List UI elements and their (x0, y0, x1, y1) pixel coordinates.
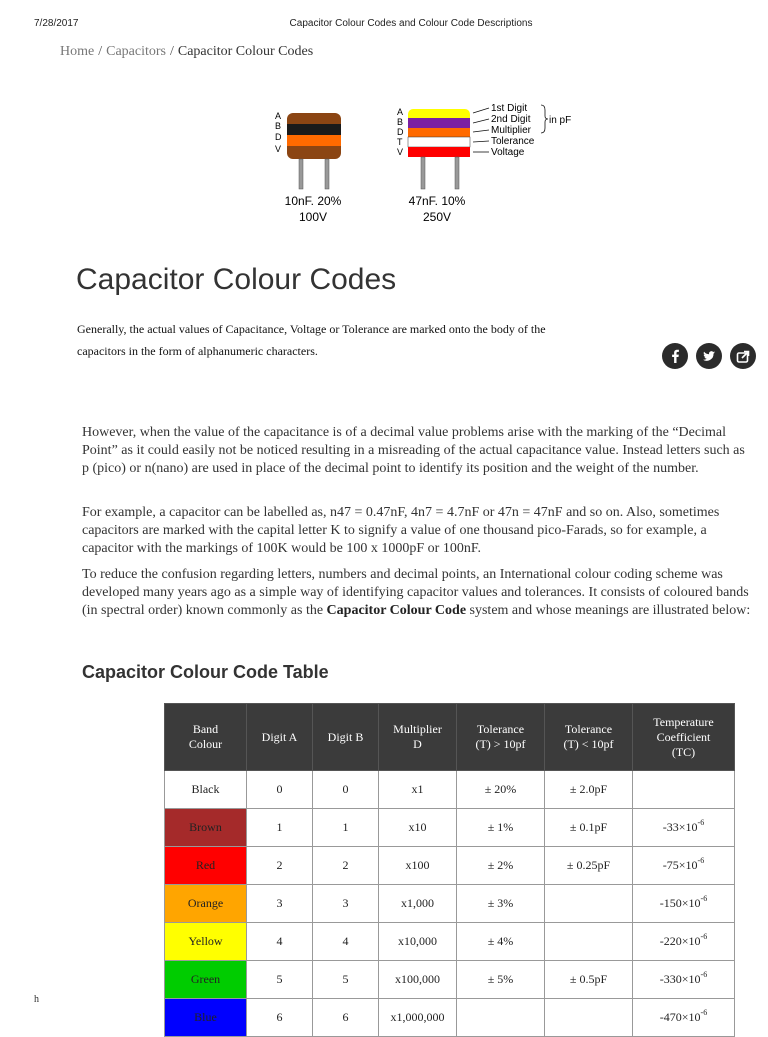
breadcrumb-capacitors-link[interactable]: Capacitors (106, 44, 166, 59)
tolerance-large-cell (457, 999, 545, 1037)
table-row (165, 809, 735, 847)
left-letter-a: A (275, 111, 282, 121)
tolerance-large-cell: ± 20% (457, 771, 545, 809)
share-buttons (662, 343, 756, 369)
breadcrumb-separator: / (169, 44, 174, 59)
paragraph-colour-code-start: To reduce the confusion regarding letters, numbers and decimal points, an International colour coding scheme was developed many years ago as a simple way of identifying capacitor values and tolerances. It consists of coloured bands (in spectral order) known commonly as the (82, 567, 749, 618)
right-letter-t: T (397, 137, 403, 147)
breadcrumb-home-link[interactable]: Home (60, 44, 95, 59)
right-caption-value: 47nF. 10% (408, 194, 466, 208)
left-band-black (287, 124, 341, 135)
label-unit-note: in pF (549, 115, 572, 126)
table-row (165, 999, 735, 1037)
left-lead (325, 159, 329, 189)
tolerance-small-cell: ± 0.25pF (545, 847, 633, 885)
digit-b-cell: 5 (313, 961, 379, 999)
capacitor-colour-code-term: Capacitor Colour Code (326, 603, 467, 618)
digit-a-cell: 3 (247, 885, 313, 923)
multiplier-cell: x1,000,000 (379, 999, 457, 1037)
label-second-digit: 2nd Digit (491, 114, 531, 125)
tolerance-small-cell (545, 885, 633, 923)
temperature-coefficient-cell: $-220\times 10^{-6}$ (633, 923, 735, 961)
table-row (165, 961, 735, 999)
left-letter-b: B (275, 121, 282, 131)
digit-b-cell: 6 (313, 999, 379, 1037)
right-band-violet (408, 118, 470, 128)
temperature-coefficient-cell: $-33\times 10^{-6}$ (633, 809, 735, 847)
digit-a-cell: 4 (247, 923, 313, 961)
label-multiplier: Multiplier (491, 125, 532, 136)
left-letter-d: D (275, 132, 282, 142)
table-row (165, 923, 735, 961)
left-caption-voltage: 100V (298, 210, 328, 224)
right-letter-d: D (397, 127, 404, 137)
temperature-coefficient-cell: $-330\times 10^{-6}$ (633, 961, 735, 999)
header-multiplier: Multiplier D (379, 704, 457, 771)
breadcrumb-separator: / (98, 44, 103, 59)
digit-a-cell: 2 (247, 847, 313, 885)
header-tolerance-small: Tolerance (T) < 10pf (545, 704, 633, 771)
temperature-coefficient-cell: $-75\times 10^{-6}$ (633, 847, 735, 885)
digit-a-cell: 6 (247, 999, 313, 1037)
right-band-orange (408, 128, 470, 137)
digit-b-cell: 0 (313, 771, 379, 809)
label-tolerance: Tolerance (491, 136, 535, 147)
label-first-digit: 1st Digit (491, 103, 528, 114)
colour-code-table (164, 703, 735, 1037)
table-row (165, 771, 735, 809)
tolerance-small-cell (545, 999, 633, 1037)
band-cell: Green (165, 961, 247, 999)
header-digit-b: Digit B (313, 704, 379, 771)
capacitor-diagram (265, 95, 585, 235)
paragraph-colour-code-end: system and whose meanings are illustrated below: (466, 603, 751, 618)
tolerance-small-cell (545, 923, 633, 961)
multiplier-cell: x1 (379, 771, 457, 809)
tolerance-large-cell: ± 4% (457, 923, 545, 961)
left-letter-v: V (275, 144, 282, 154)
intro-text: Generally, the actual values of Capacitance, Voltage or Tolerance are marked onto the body of the capacitors in the form of alphanumeric characters. (77, 322, 546, 358)
digit-a-cell: 1 (247, 809, 313, 847)
table-body (165, 771, 735, 1037)
table-row (165, 847, 735, 885)
tolerance-large-cell: ± 1% (457, 809, 545, 847)
digit-a-cell: 5 (247, 961, 313, 999)
left-lead (299, 159, 303, 189)
left-capacitor (275, 111, 342, 224)
paragraph-colour-code (82, 566, 752, 620)
breadcrumb-current: Capacitor Colour Codes (177, 44, 314, 59)
right-letter-b: B (397, 117, 404, 127)
header-temperature-coefficient: Temperature Coefficient (TC) (633, 704, 735, 771)
tolerance-small-cell: ± 2.0pF (545, 771, 633, 809)
band-cell: Orange (165, 885, 247, 923)
table-row (165, 885, 735, 923)
digit-b-cell: 1 (313, 809, 379, 847)
band-cell: Black (165, 771, 247, 809)
multiplier-cell: x10,000 (379, 923, 457, 961)
digit-b-cell: 3 (313, 885, 379, 923)
temperature-coefficient-cell (633, 771, 735, 809)
breadcrumb (60, 44, 313, 60)
print-title: Capacitor Colour Codes and Colour Code Descriptions (289, 18, 533, 29)
tolerance-large-cell: ± 5% (457, 961, 545, 999)
facebook-icon[interactable] (662, 343, 688, 369)
band-cell: Yellow (165, 923, 247, 961)
band-cell: Red (165, 847, 247, 885)
share-icon[interactable] (730, 343, 756, 369)
print-date: 7/28/2017 (34, 18, 79, 29)
header-tolerance-large: Tolerance (T) > 10pf (457, 704, 545, 771)
right-band-white (408, 137, 470, 147)
right-lead (421, 157, 425, 189)
band-cell: Brown (165, 809, 247, 847)
table-header-row (165, 704, 735, 771)
page-title: Capacitor Colour Codes (76, 263, 397, 296)
temperature-coefficient-cell: $-150\times 10^{-6}$ (633, 885, 735, 923)
header-digit-a: Digit A (247, 704, 313, 771)
header-band-colour: Band Colour (165, 704, 247, 771)
right-letter-a: A (397, 107, 404, 117)
table-heading: Capacitor Colour Code Table (82, 662, 329, 682)
tolerance-small-cell: ± 0.5pF (545, 961, 633, 999)
tolerance-large-cell: ± 3% (457, 885, 545, 923)
left-caption-value: 10nF. 20% (284, 194, 342, 208)
multiplier-cell: x100 (379, 847, 457, 885)
tolerance-small-cell: ± 0.1pF (545, 809, 633, 847)
digit-a-cell: 0 (247, 771, 313, 809)
tolerance-large-cell: ± 2% (457, 847, 545, 885)
label-voltage: Voltage (491, 147, 525, 158)
digit-b-cell: 2 (313, 847, 379, 885)
multiplier-cell: x1,000 (379, 885, 457, 923)
right-caption-voltage: 250V (422, 210, 452, 224)
right-letter-v: V (397, 147, 404, 157)
paragraph-examples: For example, a capacitor can be labelled as, n47 = 0.47nF, 4n7 = 4.7nF or 47n = 47nF and so on. Also, sometimes capacitors are marked with the capital letter K to signify a value of one thousand pico-Farads, so for example, a capacitor with the markings of 100K would be 100 x 1000pF or 100nF. (82, 505, 720, 556)
footer-mark: h (34, 994, 39, 1005)
right-lead (455, 157, 459, 189)
digit-b-cell: 4 (313, 923, 379, 961)
right-band-red (408, 147, 470, 157)
temperature-coefficient-cell: $-470\times 10^{-6}$ (633, 999, 735, 1037)
right-capacitor (397, 103, 571, 224)
multiplier-cell: x10 (379, 809, 457, 847)
multiplier-cell: x100,000 (379, 961, 457, 999)
band-cell: Blue (165, 999, 247, 1037)
left-band-orange (287, 135, 341, 146)
twitter-icon[interactable] (696, 343, 722, 369)
paragraph-decimal-point: However, when the value of the capacitance is of a decimal value problems arise with the marking of the “Decimal Point” as it could easily not be noticed resulting in a misreading of the actual capacitance value. Instead letters such as p (pico) or n(nano) are used in place of the decimal point to identify its position and the weight of the number. (82, 425, 745, 476)
